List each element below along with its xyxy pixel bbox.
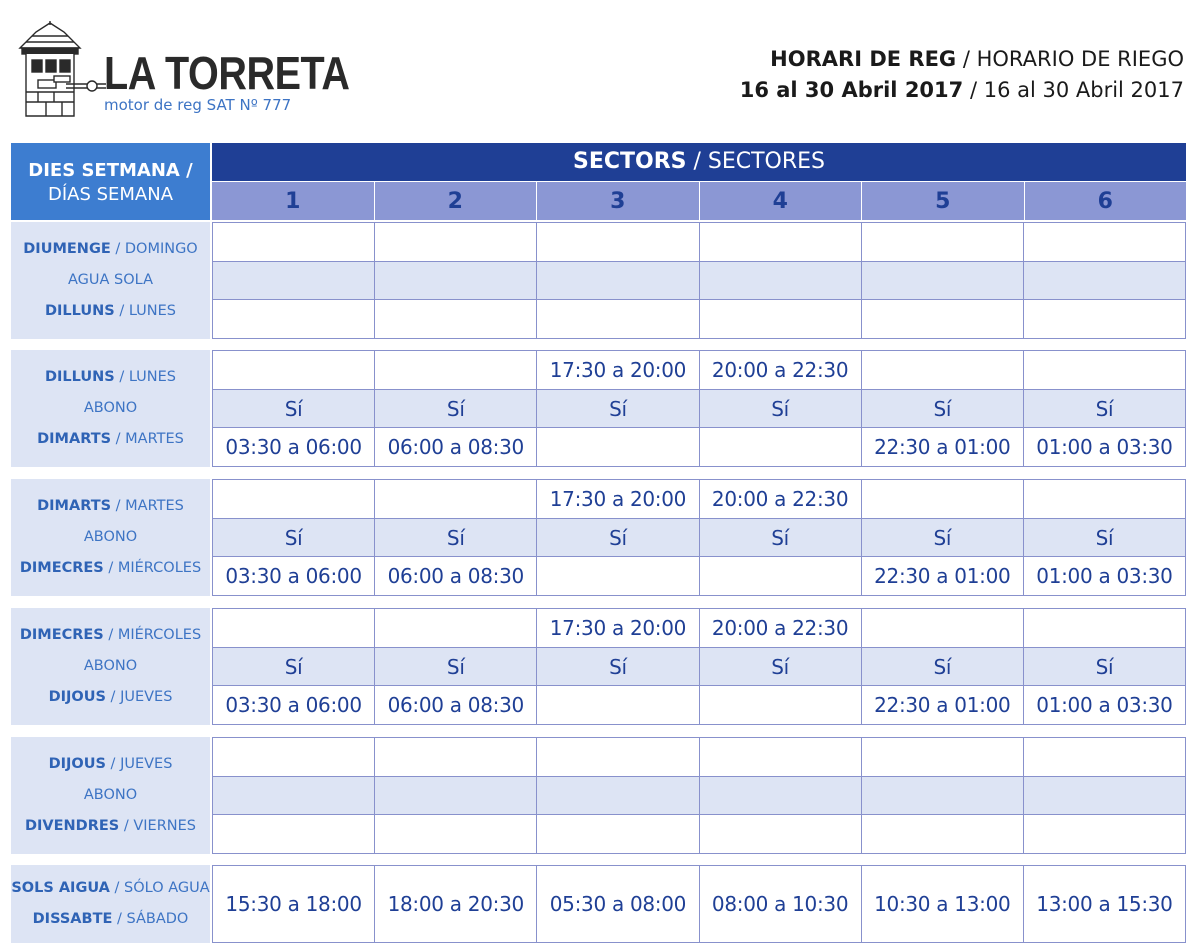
day-labels [11,737,210,854]
table-cell [374,815,536,853]
day-label [84,393,137,424]
table-cell [213,223,374,261]
day-label-spanish: LUNES [128,369,177,385]
day-label-separator: / [105,756,121,772]
brand-subtitle: motor de reg SAT Nº 777 [104,96,292,114]
day-label-separator: / [110,241,125,257]
day-label-catalan: DILLUNS [44,369,115,385]
day-label [45,362,176,393]
table-cell [536,223,698,261]
table-cell: 08:00 a 10:30 [699,866,861,942]
schedule-title [740,44,1184,106]
table-cell: Sí [374,519,536,557]
table-cell [699,262,861,300]
table-cell [861,480,1023,518]
day-label-spanish: SÓLO AGUA [124,880,210,896]
day-label-spanish: JUEVES [120,689,173,705]
dates-separator: / [963,78,984,103]
table-cell [1023,815,1185,853]
schedule-group [11,350,1186,467]
table-row [213,518,1185,557]
sector-number: 4 [699,182,862,220]
table-cell: Sí [374,648,536,686]
table-cell: 18:00 a 20:30 [374,866,536,942]
day-label [11,873,209,904]
day-label-spanish: MARTES [125,498,184,514]
table-cell: Sí [536,519,698,557]
day-labels [11,350,210,467]
table-cell [699,223,861,261]
day-label-separator: / [105,689,121,705]
table-cell [1023,738,1185,776]
table-cell [536,777,698,815]
day-labels [11,865,210,943]
table-cell: 01:00 a 03:30 [1023,686,1185,724]
table-row [213,261,1185,300]
day-label-spanish: SÁBADO [126,911,189,927]
table-cell [374,777,536,815]
day-label-catalan: DIVENDRES [24,818,120,834]
table-cell [1023,480,1185,518]
days-header-catalan: DIES SETMANA / [28,160,193,181]
schedule-group [11,737,1186,854]
table-cell: 20:00 a 22:30 [699,609,861,647]
table-cell [861,300,1023,338]
day-label-separator: / [103,560,118,576]
day-label-catalan: DIJOUS [48,689,106,705]
dates-catalan: 16 al 30 Abril 2017 [739,78,964,103]
table-cell [374,223,536,261]
table-row [213,299,1185,338]
table-cell [861,262,1023,300]
table-cell [213,262,374,300]
table-row [213,223,1185,261]
sector-number: 1 [212,182,374,220]
sectors-header [212,143,1186,181]
table-cell [1023,262,1185,300]
sector-number: 2 [374,182,537,220]
table-row [213,776,1185,815]
table-cell [699,428,861,466]
day-label-catalan: DIMARTS [37,498,112,514]
day-labels [11,222,210,339]
day-label-catalan: SOLS AIGUA [11,880,110,896]
title-separator: / [956,47,977,71]
day-label-spanish: ABONO [83,787,138,803]
table-row [213,556,1185,595]
dates-spanish: 16 al 30 Abril 2017 [983,78,1184,103]
sector-number: 3 [536,182,699,220]
schedule-group [11,222,1186,339]
table-cell [1023,300,1185,338]
table-cell: 10:30 a 13:00 [861,866,1023,942]
day-label [49,749,173,780]
tower-logo-icon [14,20,110,118]
table-cell: 06:00 a 08:30 [374,428,536,466]
table-cell: 06:00 a 08:30 [374,557,536,595]
sector-number: 5 [861,182,1024,220]
table-row [213,814,1185,853]
table-cell: 05:30 a 08:00 [536,866,698,942]
day-label [84,780,137,811]
table-cell [213,300,374,338]
table-cell [1023,223,1185,261]
day-label-spanish: DOMINGO [124,241,198,257]
table-cell [374,609,536,647]
sector-number-row [212,182,1186,220]
table-cell [699,557,861,595]
table-row [213,738,1185,776]
table-cell [536,300,698,338]
table-cell [374,262,536,300]
day-labels [11,479,210,596]
title-spanish: HORARIO DE RIEGO [976,47,1184,71]
day-label [23,234,197,265]
table-cell [213,609,374,647]
day-label [25,811,196,842]
days-header-spanish: DÍAS SEMANA [47,184,174,206]
table-cell: 17:30 a 20:00 [536,480,698,518]
table-cell: 13:00 a 15:30 [1023,866,1185,942]
schedule-grid [212,350,1186,467]
table-cell: Sí [284,525,303,550]
table-cell [699,686,861,724]
schedule-grid [212,222,1186,339]
day-label-separator: / [103,627,118,643]
day-label-catalan: DISSABTE [32,911,113,927]
day-label-spanish: ABONO [83,658,138,674]
table-cell: Sí [374,390,536,428]
day-label-separator: / [114,369,129,385]
title-catalan: HORARI DE REG [770,47,957,71]
day-label [37,491,184,522]
table-row [213,427,1185,466]
day-label-catalan: DIJOUS [48,756,106,772]
table-cell: 22:30 a 01:00 [861,557,1023,595]
day-label [49,682,173,713]
table-cell: 01:00 a 03:30 [1023,557,1185,595]
day-label-separator: / [114,303,129,319]
table-cell: 06:00 a 08:30 [374,686,536,724]
table-cell [213,351,374,389]
table-cell [536,262,698,300]
table-cell: Sí [536,648,698,686]
table-cell: 03:30 a 06:00 [225,564,362,589]
table-row [213,866,1185,942]
sector-number: 6 [1024,182,1187,220]
table-row [213,351,1185,389]
table-cell: Sí [699,519,861,557]
table-cell [536,738,698,776]
table-cell: Sí [699,390,861,428]
table-cell [1023,777,1185,815]
day-label-catalan: DILLUNS [44,303,115,319]
day-label-spanish: VIERNES [133,818,196,834]
day-label-separator: / [111,431,126,447]
table-cell: Sí [284,654,303,679]
table-cell: 15:30 a 18:00 [225,892,362,916]
table-cell: Sí [536,390,698,428]
sectors-spanish: SECTORES [707,149,826,174]
day-label-spanish: ABONO [83,400,138,416]
table-cell: 20:00 a 22:30 [699,480,861,518]
day-label [84,651,137,682]
table-cell [536,815,698,853]
table-cell [536,686,698,724]
table-cell [1023,609,1185,647]
day-label [45,296,176,327]
table-cell [1023,351,1185,389]
day-label-spanish: MIÉRCOLES [117,560,202,576]
table-row [213,480,1185,518]
table-cell [213,480,374,518]
table-cell: Sí [861,519,1023,557]
table-cell [374,351,536,389]
table-cell: Sí [1023,648,1185,686]
table-cell: 17:30 a 20:00 [536,609,698,647]
day-label-catalan: DIMARTS [37,431,112,447]
day-label [33,904,189,935]
table-cell [861,815,1023,853]
table-cell: 22:30 a 01:00 [861,686,1023,724]
schedule-grid [212,737,1186,854]
table-cell [699,815,861,853]
sectors-catalan: SECTORS [572,149,687,174]
table-cell: Sí [861,390,1023,428]
day-label-separator: / [109,880,125,896]
table-cell [861,777,1023,815]
table-cell: Sí [1023,519,1185,557]
table-cell: 03:30 a 06:00 [225,693,362,718]
table-cell: Sí [284,396,303,421]
day-label-spanish: ABONO [83,529,138,545]
table-cell: Sí [699,648,861,686]
table-cell: Sí [861,648,1023,686]
day-labels [11,608,210,725]
day-label-spanish: AGUA SOLA [68,272,153,288]
days-column-header [11,143,210,220]
table-row [213,685,1185,724]
table-cell [861,609,1023,647]
table-cell [213,738,374,776]
schedule-group [11,479,1186,596]
schedule-grid [212,479,1186,596]
table-cell [861,223,1023,261]
day-label-spanish: JUEVES [120,756,173,772]
table-cell [374,300,536,338]
day-label-spanish: MARTES [125,431,184,447]
table-cell [374,738,536,776]
day-label-separator: / [112,911,127,927]
day-label [37,424,184,455]
day-label [68,265,153,296]
schedule-grid [212,608,1186,725]
table-cell: Sí [1023,390,1185,428]
day-label-separator: / [111,498,126,514]
table-cell [699,777,861,815]
table-row [213,647,1185,686]
day-label [20,620,201,651]
table-cell: 22:30 a 01:00 [861,428,1023,466]
table-row [213,609,1185,647]
table-row [213,389,1185,428]
table-cell [699,300,861,338]
day-label [84,522,137,553]
day-label [20,553,201,584]
table-cell [536,428,698,466]
table-cell: 20:00 a 22:30 [699,351,861,389]
table-cell [213,815,374,853]
table-cell [861,738,1023,776]
table-cell: 17:30 a 20:00 [536,351,698,389]
table-cell [536,557,698,595]
table-cell [213,777,374,815]
table-cell: 03:30 a 06:00 [225,435,362,460]
day-label-spanish: MIÉRCOLES [117,627,202,643]
schedule-grid [212,865,1186,943]
day-label-catalan: DIMECRES [19,627,104,643]
table-cell [374,480,536,518]
day-label-spanish: LUNES [128,303,177,319]
table-cell: 01:00 a 03:30 [1023,428,1185,466]
day-label-separator: / [119,818,134,834]
schedule-group [11,608,1186,725]
sectors-separator: / [686,149,708,174]
table-cell [699,738,861,776]
day-label-catalan: DIMECRES [19,560,104,576]
schedule-group [11,865,1186,943]
day-label-catalan: DIUMENGE [23,241,111,257]
brand-name: LA TORRETA [104,47,350,99]
table-cell [861,351,1023,389]
